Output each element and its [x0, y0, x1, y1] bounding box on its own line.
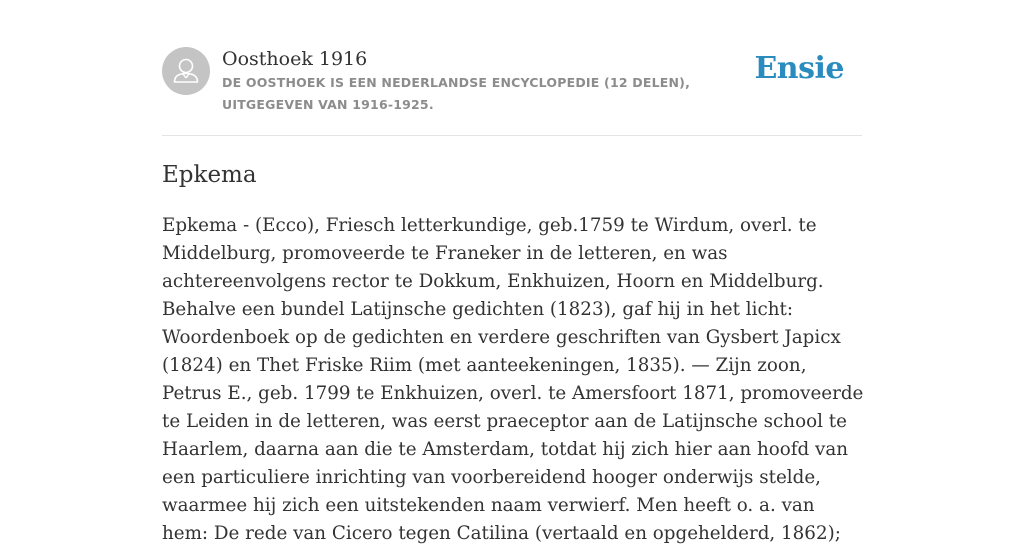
ensie-logo-link[interactable]: Ensie: [754, 51, 844, 86]
source-description: DE OOSTHOEK IS EEN NEDERLANDSE ENCYCLOPEDIE (12 DELEN), UITGEGEVEN VAN 1916-1925.: [222, 75, 691, 112]
header-divider: [162, 135, 862, 136]
source-title[interactable]: Oosthoek 1916: [222, 48, 368, 70]
source-header: [162, 46, 862, 135]
article-body: Epkema - (Ecco), Friesch letterkundige, geb.1759 te Wirdum, overl. te Middelburg, promoveerde te Franeker in de letteren, en was achtereenvolgens rector te Dokkum, Enkhuizen, Hoorn en Middelburg. Behalve een bundel Latijnsche gedichten (1823), gaf hij in het licht: Woordenboek op de gedichten en verdere geschriften van Gysbert Japicx (1824) en Thet Friske Riim (met aanteekeningen, 1835). — Zijn zoon, Petrus E., geb. 1799 te Enkhuizen, overl. te Amersfoort 1871, promoveerde te Leiden in de letteren, was eerst praeceptor aan de Latijnsche school te Haarlem, daarna aan die te Amsterdam, totdat hij zich hier aan hoofd van een particuliere inrichting van voorbereidend hooger onderwijs stelde, waarmee hij zich een uitstekenden naam verwierf. Men heeft o. a. van hem: De rede van Cicero tegen Catilina (vertaald en opgehelderd, 1862);: [162, 215, 864, 544]
article-title: Epkema: [162, 162, 257, 188]
source-avatar[interactable]: [162, 47, 210, 95]
user-icon: [162, 47, 210, 95]
